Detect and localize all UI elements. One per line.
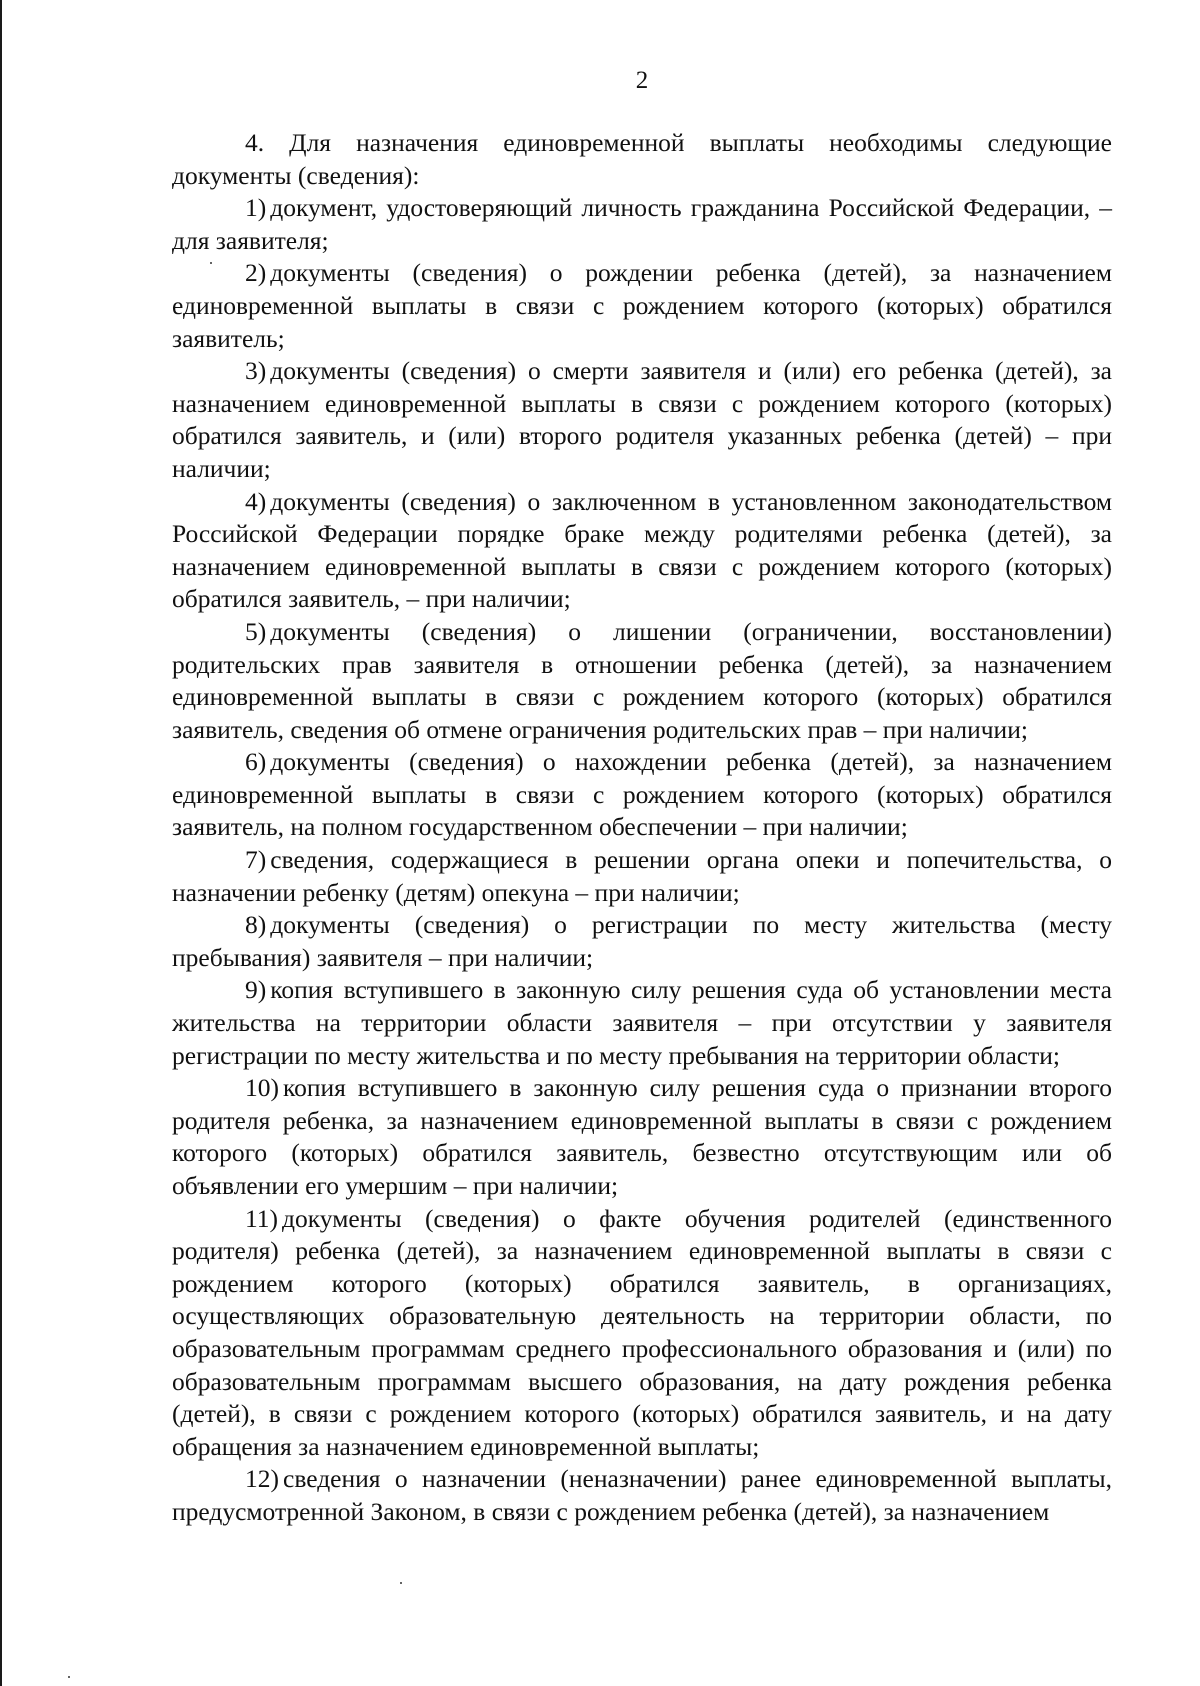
page-number: 2 bbox=[635, 67, 649, 94]
list-item-text: документы (сведения) о заключенном в установленном законодательством Российской Федерации порядке браке между родителями ребенка (детей), за назначением единовременной выплаты в связи с рождением которого (которых) обратился заявитель, – при наличии; bbox=[172, 486, 1112, 614]
list-item bbox=[172, 1203, 1112, 1464]
list-item-text: сведения, содержащиеся в решении органа опеки и попечительства, о назначении ребенку (детям) опекуна – при наличии; bbox=[172, 845, 1112, 907]
list-item-text: документы (сведения) о нахождении ребенка (детей), за назначением единовременной выплаты в связи с рождением которого (которых) обратился заявитель, на полном государственном обеспечении – при наличии; bbox=[172, 747, 1112, 842]
list-item-number: 12) bbox=[245, 1464, 279, 1494]
list-item bbox=[172, 1072, 1112, 1202]
list-item-text: документы (сведения) о регистрации по месту жительства (месту пребывания) заявителя – при наличии; bbox=[172, 910, 1112, 972]
list-item-number: 10) bbox=[245, 1073, 279, 1103]
list-item-number: 7) bbox=[245, 845, 267, 875]
list-item bbox=[172, 909, 1112, 974]
list-item bbox=[172, 1463, 1112, 1528]
document-body bbox=[172, 127, 1112, 1529]
intro-paragraph: 4. Для назначения единовременной выплаты необходимы следующие документы (сведения): bbox=[172, 128, 1112, 190]
list-item-number: 11) bbox=[245, 1203, 279, 1233]
scan-edge bbox=[0, 0, 2, 1686]
scan-speck bbox=[210, 262, 212, 264]
scan-speck bbox=[400, 1582, 402, 1584]
list-item-number: 2) bbox=[245, 258, 267, 288]
list-item-number: 3) bbox=[245, 356, 267, 386]
list-item bbox=[172, 746, 1112, 844]
list-item-number: 1) bbox=[245, 193, 267, 223]
list-item bbox=[172, 192, 1112, 257]
list-item-number: 4) bbox=[245, 486, 267, 516]
list-item-number: 5) bbox=[245, 616, 267, 646]
list-item-text: документы (сведения) о рождении ребенка (детей), за назначением единовременной выплаты в связи с рождением которого (которых) обратился заявитель; bbox=[172, 258, 1112, 353]
list-item-number: 9) bbox=[245, 975, 267, 1005]
scan-speck bbox=[68, 1676, 70, 1678]
list-item-text: документы (сведения) о лишении (ограничении, восстановлении) родительских прав заявителя в отношении ребенка (детей), за назначением единовременной выплаты в связи с рождением которого (которых) обратился заявитель, сведения об отмене ограничения родительских прав – при наличии; bbox=[172, 616, 1112, 744]
list-item bbox=[172, 616, 1112, 746]
list-item bbox=[172, 486, 1112, 616]
list-item-text: сведения о назначении (неназначении) ранее единовременной выплаты, предусмотренной Законом, в связи с рождением ребенка (детей), за назначением bbox=[172, 1464, 1112, 1526]
list-item bbox=[172, 974, 1112, 1072]
list-item-text: копия вступившего в законную силу решения суда об установлении места жительства на территории области заявителя – при отсутствии у заявителя регистрации по месту жительства и по месту пребывания на территории области; bbox=[172, 975, 1112, 1070]
list-item-text: копия вступившего в законную силу решения суда о признании второго родителя ребенка, за назначением единовременной выплаты в связи с рождением которого (которых) обратился заявитель, безвестно отсутствующим или об объявлении его умершим – при наличии; bbox=[172, 1073, 1112, 1200]
list-item bbox=[172, 355, 1112, 485]
list-item-text: документы (сведения) о факте обучения родителей (единственного родителя) ребенка (детей), за назначением единовременной выплаты в связи с рождением которого (которых) обратился заявитель, в организациях, осуществляющих образовательную деятельность на территории области, по образовательным программам среднего профессионального образования и (или) по образовательным программам высшего образования, на дату рождения ребенка (детей), в связи с рождением которого (которых) обратился заявитель, и на дату обращения за назначением единовременной выплаты; bbox=[172, 1203, 1112, 1461]
list-item-text: документы (сведения) о смерти заявителя и (или) его ребенка (детей), за назначением единовременной выплаты в связи с рождением которого (которых) обратился заявитель, и (или) второго родителя указанных ребенка (детей) – при наличии; bbox=[172, 356, 1112, 483]
list-item-text: документ, удостоверяющий личность гражданина Российской Федерации, – для заявителя; bbox=[172, 193, 1112, 255]
list-item-number: 8) bbox=[245, 910, 267, 940]
list-item bbox=[172, 844, 1112, 909]
list-item-number: 6) bbox=[245, 747, 267, 777]
list-item bbox=[172, 257, 1112, 355]
